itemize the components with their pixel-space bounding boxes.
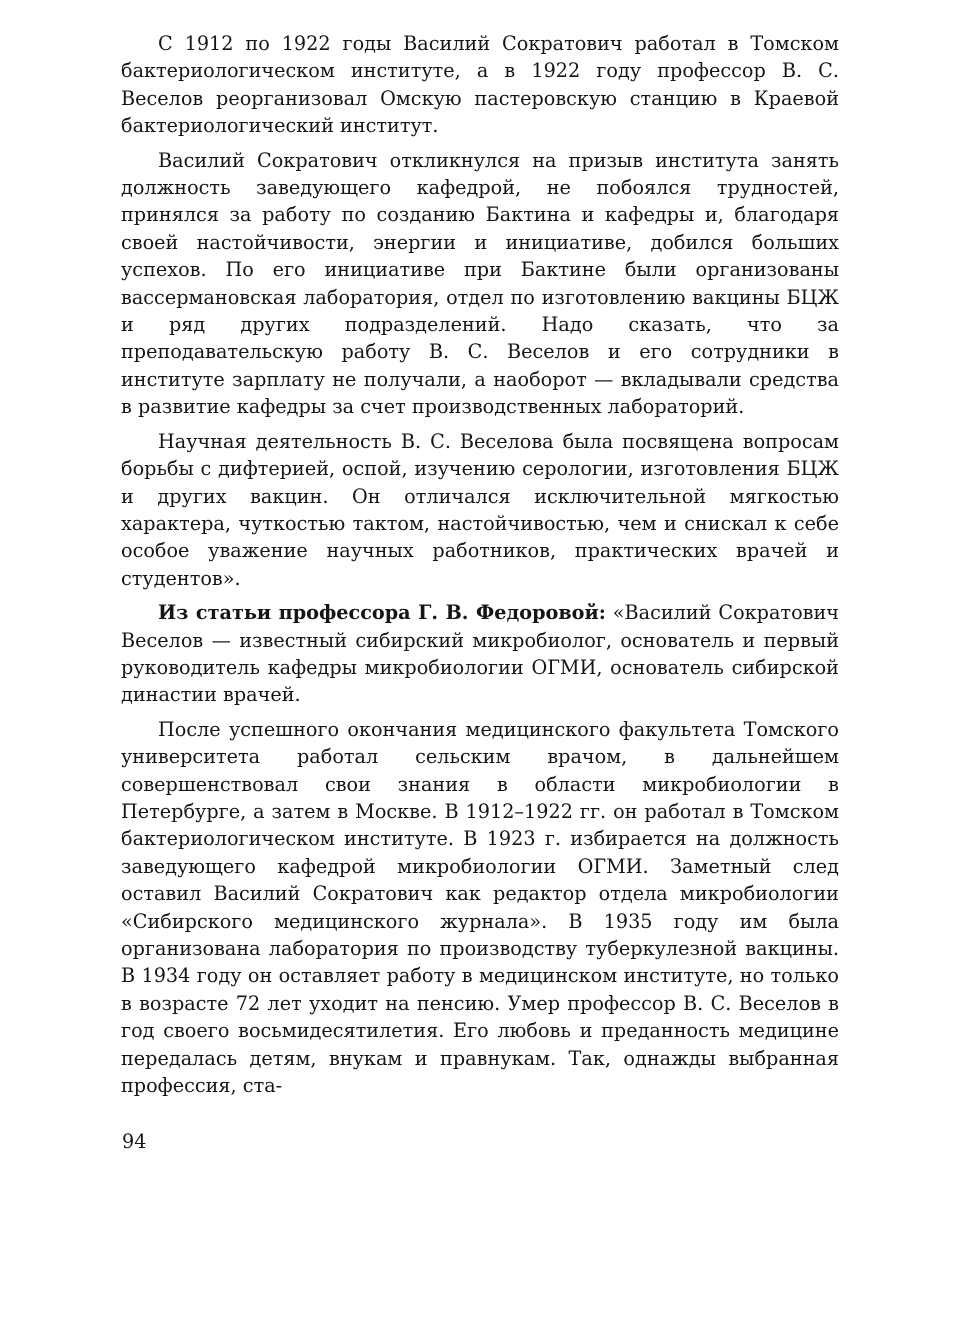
quote-source-lead: Из статьи профессора Г. В. Федоровой: [158, 601, 606, 625]
paragraph-2-text: Василий Сократович откликнулся на призыв института занять должность заведующего кафедрой, не побоялся трудностей, принялся за работу по созданию Бактина и кафедры и, благодаря своей настойчивости, энергии и инициативе, добился больших успехов. По его инициативе при Бактине были организованы вассермановская лаборатория, отдел по изготовлению вакцины БЦЖ и ряд других подразделений. Надо сказать, что за преподавательскую работу В. С. Веселов и его сотрудники в институте зарплату не получали, а наоборот — вкладывали средства в развитие кафедры за счет производственных лабораторий. [121, 148, 839, 419]
paragraph-5-text: После успешного окончания медицинского факультета Томского университета работал сельским врачом, в дальнейшем совершенствовал свои знания в области микробиологии в Петербурге, а затем в Москве. В 1912–1922 гг. он работал в Томском бактериологическом институте. В 1923 г. избирается на должность заведующего кафедрой микробиологии ОГМИ. Заметный след оставил Василий Сократович как редактор отдела микробиологии «Сибирского медицинского журнала». В 1935 году им была организована лаборатория по производству туберкулезной вакцины. В 1934 году он оставляет работу в медицинском институте, но только в возрасте 72 лет уходит на пенсию. Умер профессор В. С. Веселов в год своего восьмидесятилетия. Его любовь и преданность медицине передалась детям, внукам и правнукам. Так, однажды выбранная профессия, ста- [121, 717, 839, 1098]
paragraph-5 [121, 716, 839, 1100]
paragraph-3 [121, 428, 839, 592]
paragraph-1-text: С 1912 по 1922 годы Василий Сократович работал в Томском бактериологическом институте, а в 1922 году профессор В. С. Веселов реорганизовал Омскую пастеровскую станцию в Краевой бактериологический институт. [121, 32, 839, 138]
paragraph-1 [121, 30, 839, 140]
paragraph-4-text: «Василий Сократович Веселов — известный сибирский микробиолог, основатель и первый руководитель кафедры микробиологии ОГМИ, основатель сибирской династии врачей. [121, 601, 839, 707]
paragraph-4 [121, 599, 839, 709]
page-number: 94 [122, 1130, 147, 1153]
paragraph-3-text: Научная деятельность В. С. Веселова была посвящена вопросам борьбы с дифтерией, оспой, изучению серологии, изготовления БЦЖ и других вакцин. Он отличался исключительной мягкостью характера, чуткостью тактом, настойчивостью, чем и снискал к себе особое уважение научных работников, практических врачей и студентов». [121, 429, 839, 590]
paragraph-2 [121, 147, 839, 421]
page-body [121, 30, 839, 1106]
